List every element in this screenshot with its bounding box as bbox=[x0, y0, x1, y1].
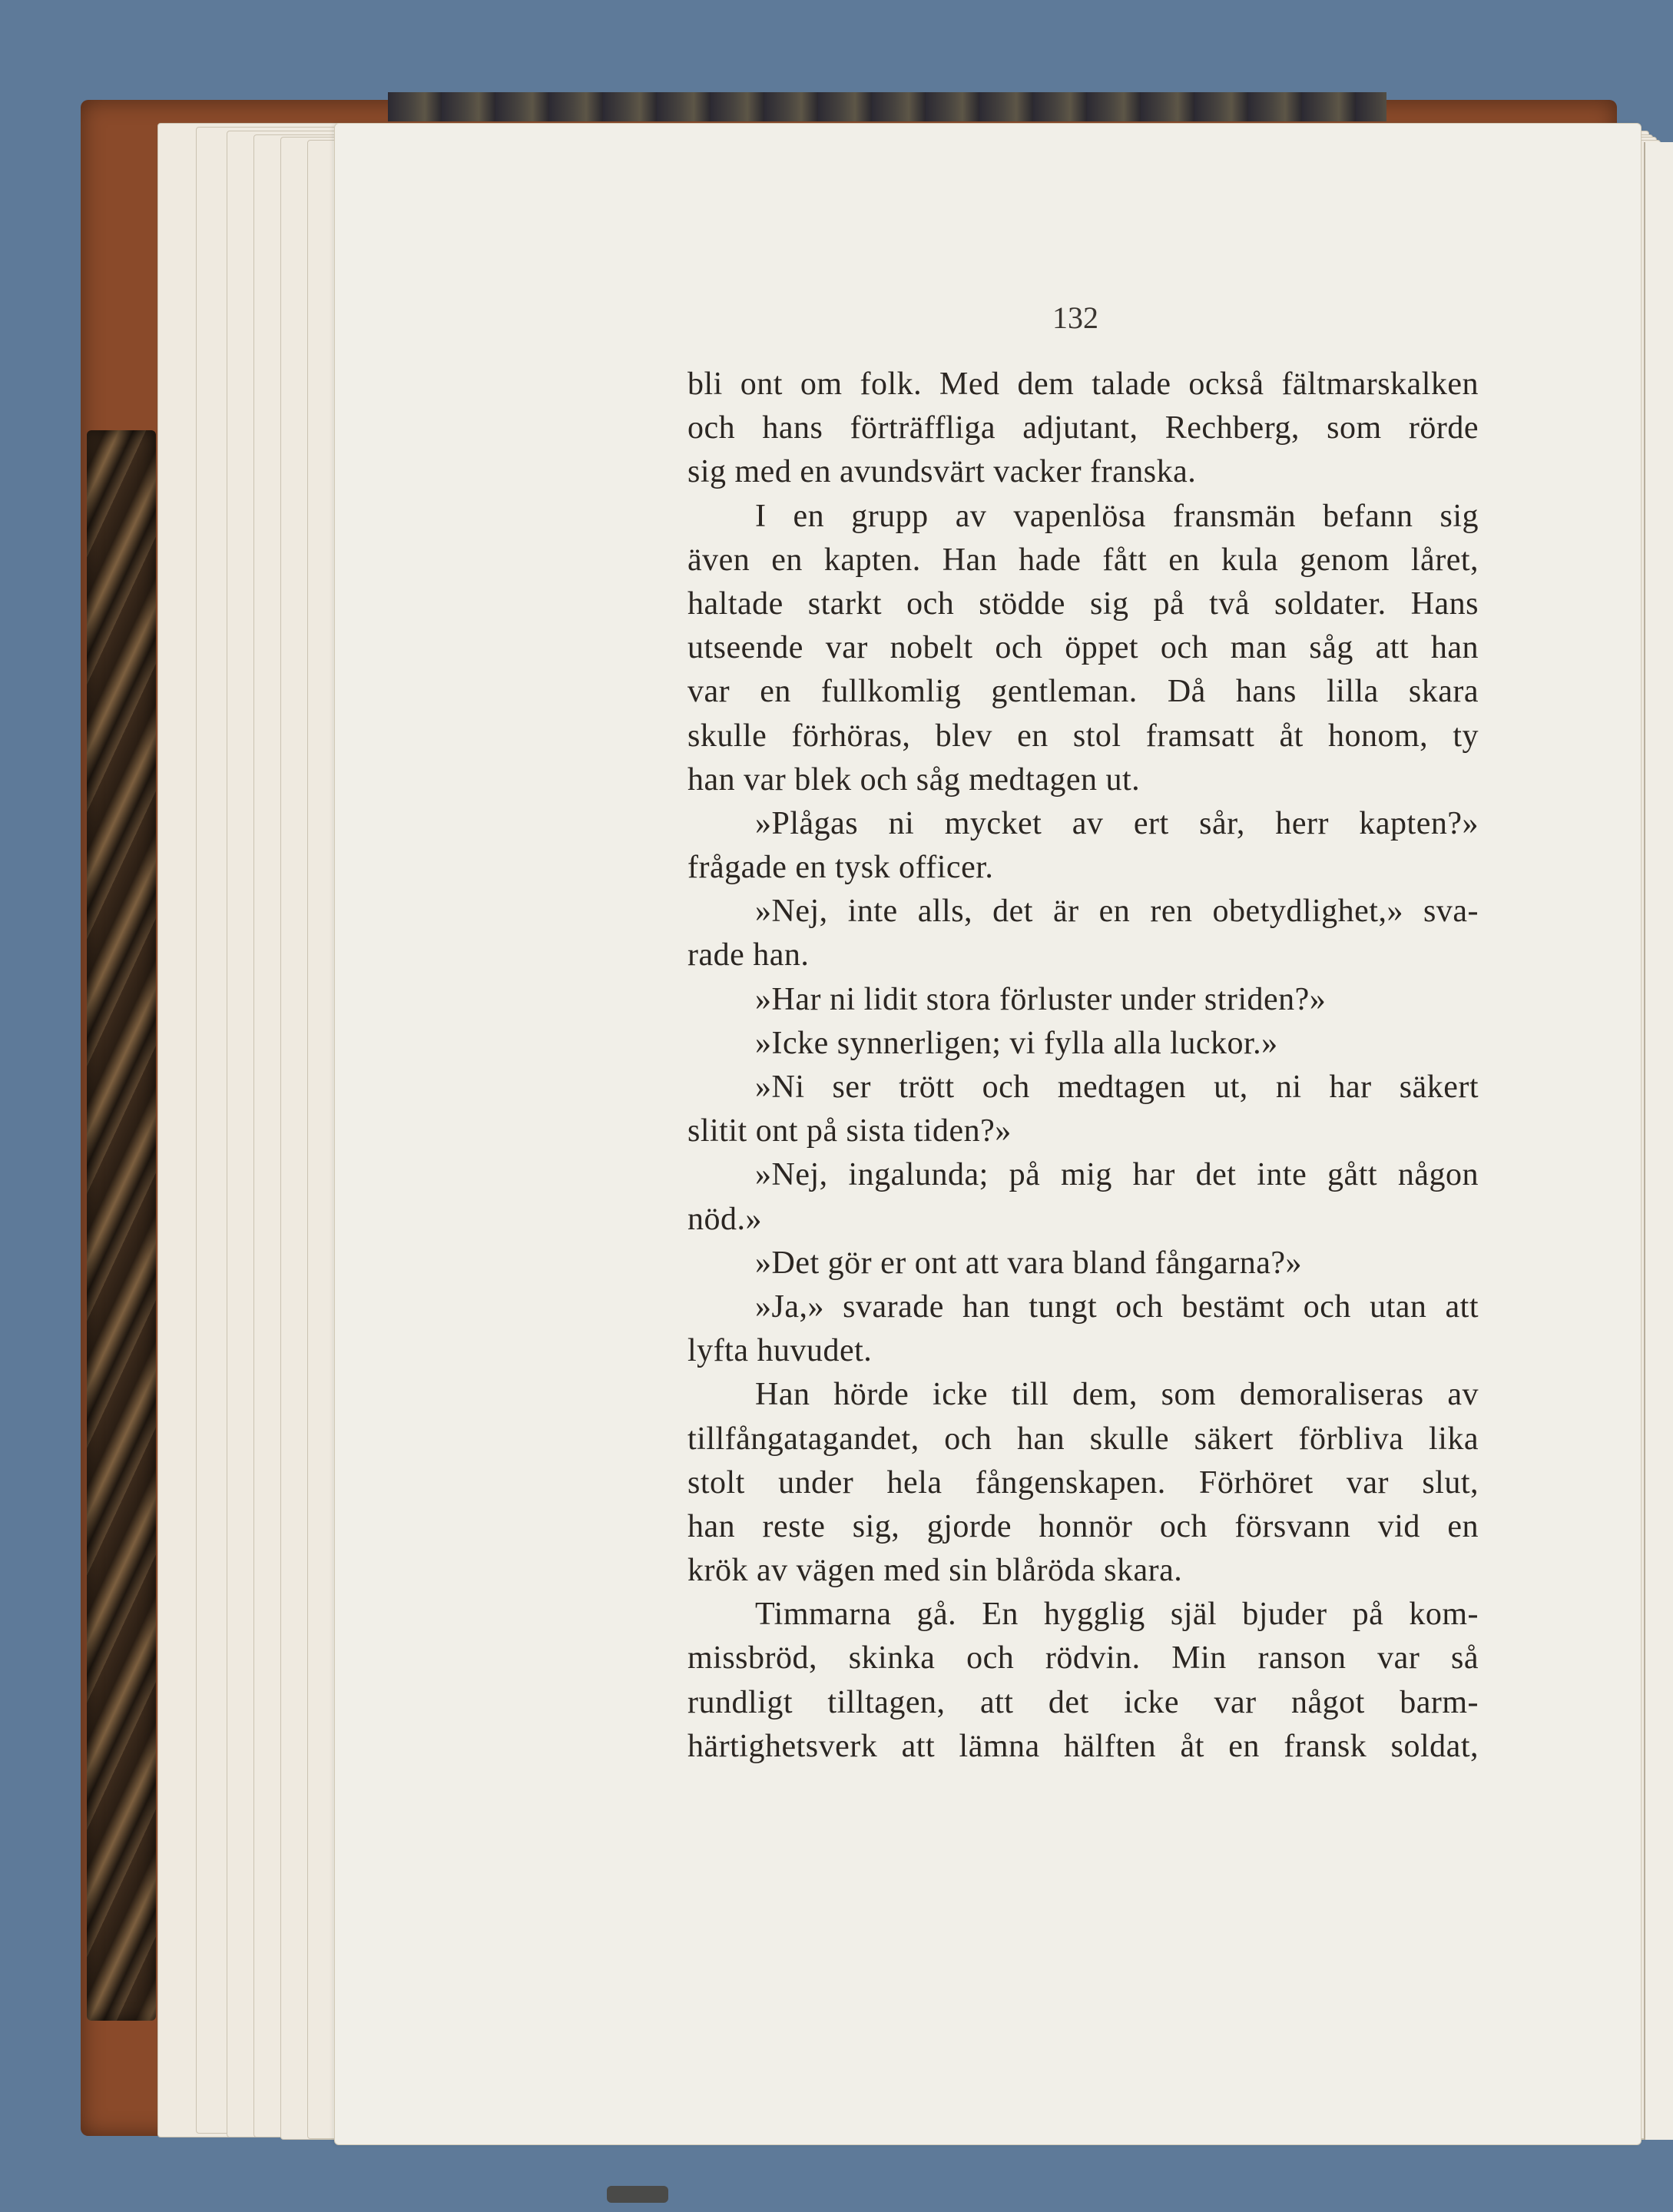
text-line: »Ja,» svarade han tungt och bestämt och utan att bbox=[755, 1288, 1479, 1325]
facing-page-edge bbox=[1644, 142, 1673, 2140]
text-line: även en kapten. Han hade fått en kula genom låret, bbox=[687, 542, 1479, 578]
text-line: bli ont om folk. Med dem talade också fältmarskalken bbox=[687, 366, 1479, 402]
text-line: »Det gör er ont att vara bland fångarna?» bbox=[755, 1245, 1303, 1281]
text-line: »Icke synnerligen; vi fylla alla luckor.» bbox=[755, 1025, 1278, 1061]
text-line: Han hörde icke till dem, som demoraliseras av bbox=[755, 1377, 1479, 1413]
text-line: »Plågas ni mycket av ert sår, herr kapten?» bbox=[755, 805, 1479, 841]
text-line: haltade starkt och stödde sig på två soldater. Hans bbox=[687, 585, 1479, 622]
text-line: lyfta huvudet. bbox=[687, 1333, 873, 1369]
marbled-binding bbox=[87, 430, 156, 2021]
text-line: nöd.» bbox=[687, 1201, 762, 1237]
text-line: rade han. bbox=[687, 937, 810, 973]
text-line: var en fullkomlig gentleman. Då hans lilla skara bbox=[687, 674, 1479, 710]
top-edge-marbling bbox=[388, 92, 1386, 121]
text-line: slitit ont på sista tiden?» bbox=[687, 1113, 1012, 1149]
text-line: I en grupp av vapenlösa fransmän befann sig bbox=[755, 498, 1479, 534]
text-line: »Nej, ingalunda; på mig har det inte gått någon bbox=[755, 1157, 1479, 1193]
page-text bbox=[687, 363, 1479, 1769]
page-number: 132 bbox=[1052, 300, 1098, 335]
text-line: krök av vägen med sin blåröda skara. bbox=[687, 1553, 1183, 1589]
text-line: »Har ni lidit stora förluster under striden?» bbox=[755, 981, 1327, 1017]
text-line: han var blek och såg medtagen ut. bbox=[687, 761, 1141, 798]
text-line: sig med en avundsvärt vacker franska. bbox=[687, 454, 1197, 490]
text-line: »Nej, inte alls, det är en ren obetydlighet,» sva- bbox=[755, 894, 1479, 930]
text-line: stolt under hela fångenskapen. Förhöret var slut, bbox=[687, 1464, 1479, 1501]
text-line: skulle förhöras, blev en stol framsatt åt honom, ty bbox=[687, 718, 1479, 754]
text-line: härtighetsverk att lämna hälften åt en fransk soldat, bbox=[687, 1728, 1479, 1764]
text-line: rundligt tilltagen, att det icke var något barm- bbox=[687, 1684, 1479, 1720]
text-line: »Ni ser trött och medtagen ut, ni har säkert bbox=[755, 1070, 1479, 1105]
book-clasp bbox=[607, 2186, 668, 2203]
text-line: han reste sig, gjorde honnör och försvann vid en bbox=[687, 1508, 1479, 1544]
text-line: missbröd, skinka och rödvin. Min ranson var så bbox=[687, 1640, 1479, 1676]
text-line: och hans förträffliga adjutant, Rechberg, som rörde bbox=[687, 410, 1479, 446]
text-line: frågade en tysk officer. bbox=[687, 850, 994, 886]
text-line: utseende var nobelt och öppet och man såg att han bbox=[687, 630, 1479, 666]
text-line: Timmarna gå. En hygglig själ bjuder på kom- bbox=[755, 1597, 1479, 1633]
text-line: tillfångatagandet, och han skulle säkert förbliva lika bbox=[687, 1421, 1479, 1457]
